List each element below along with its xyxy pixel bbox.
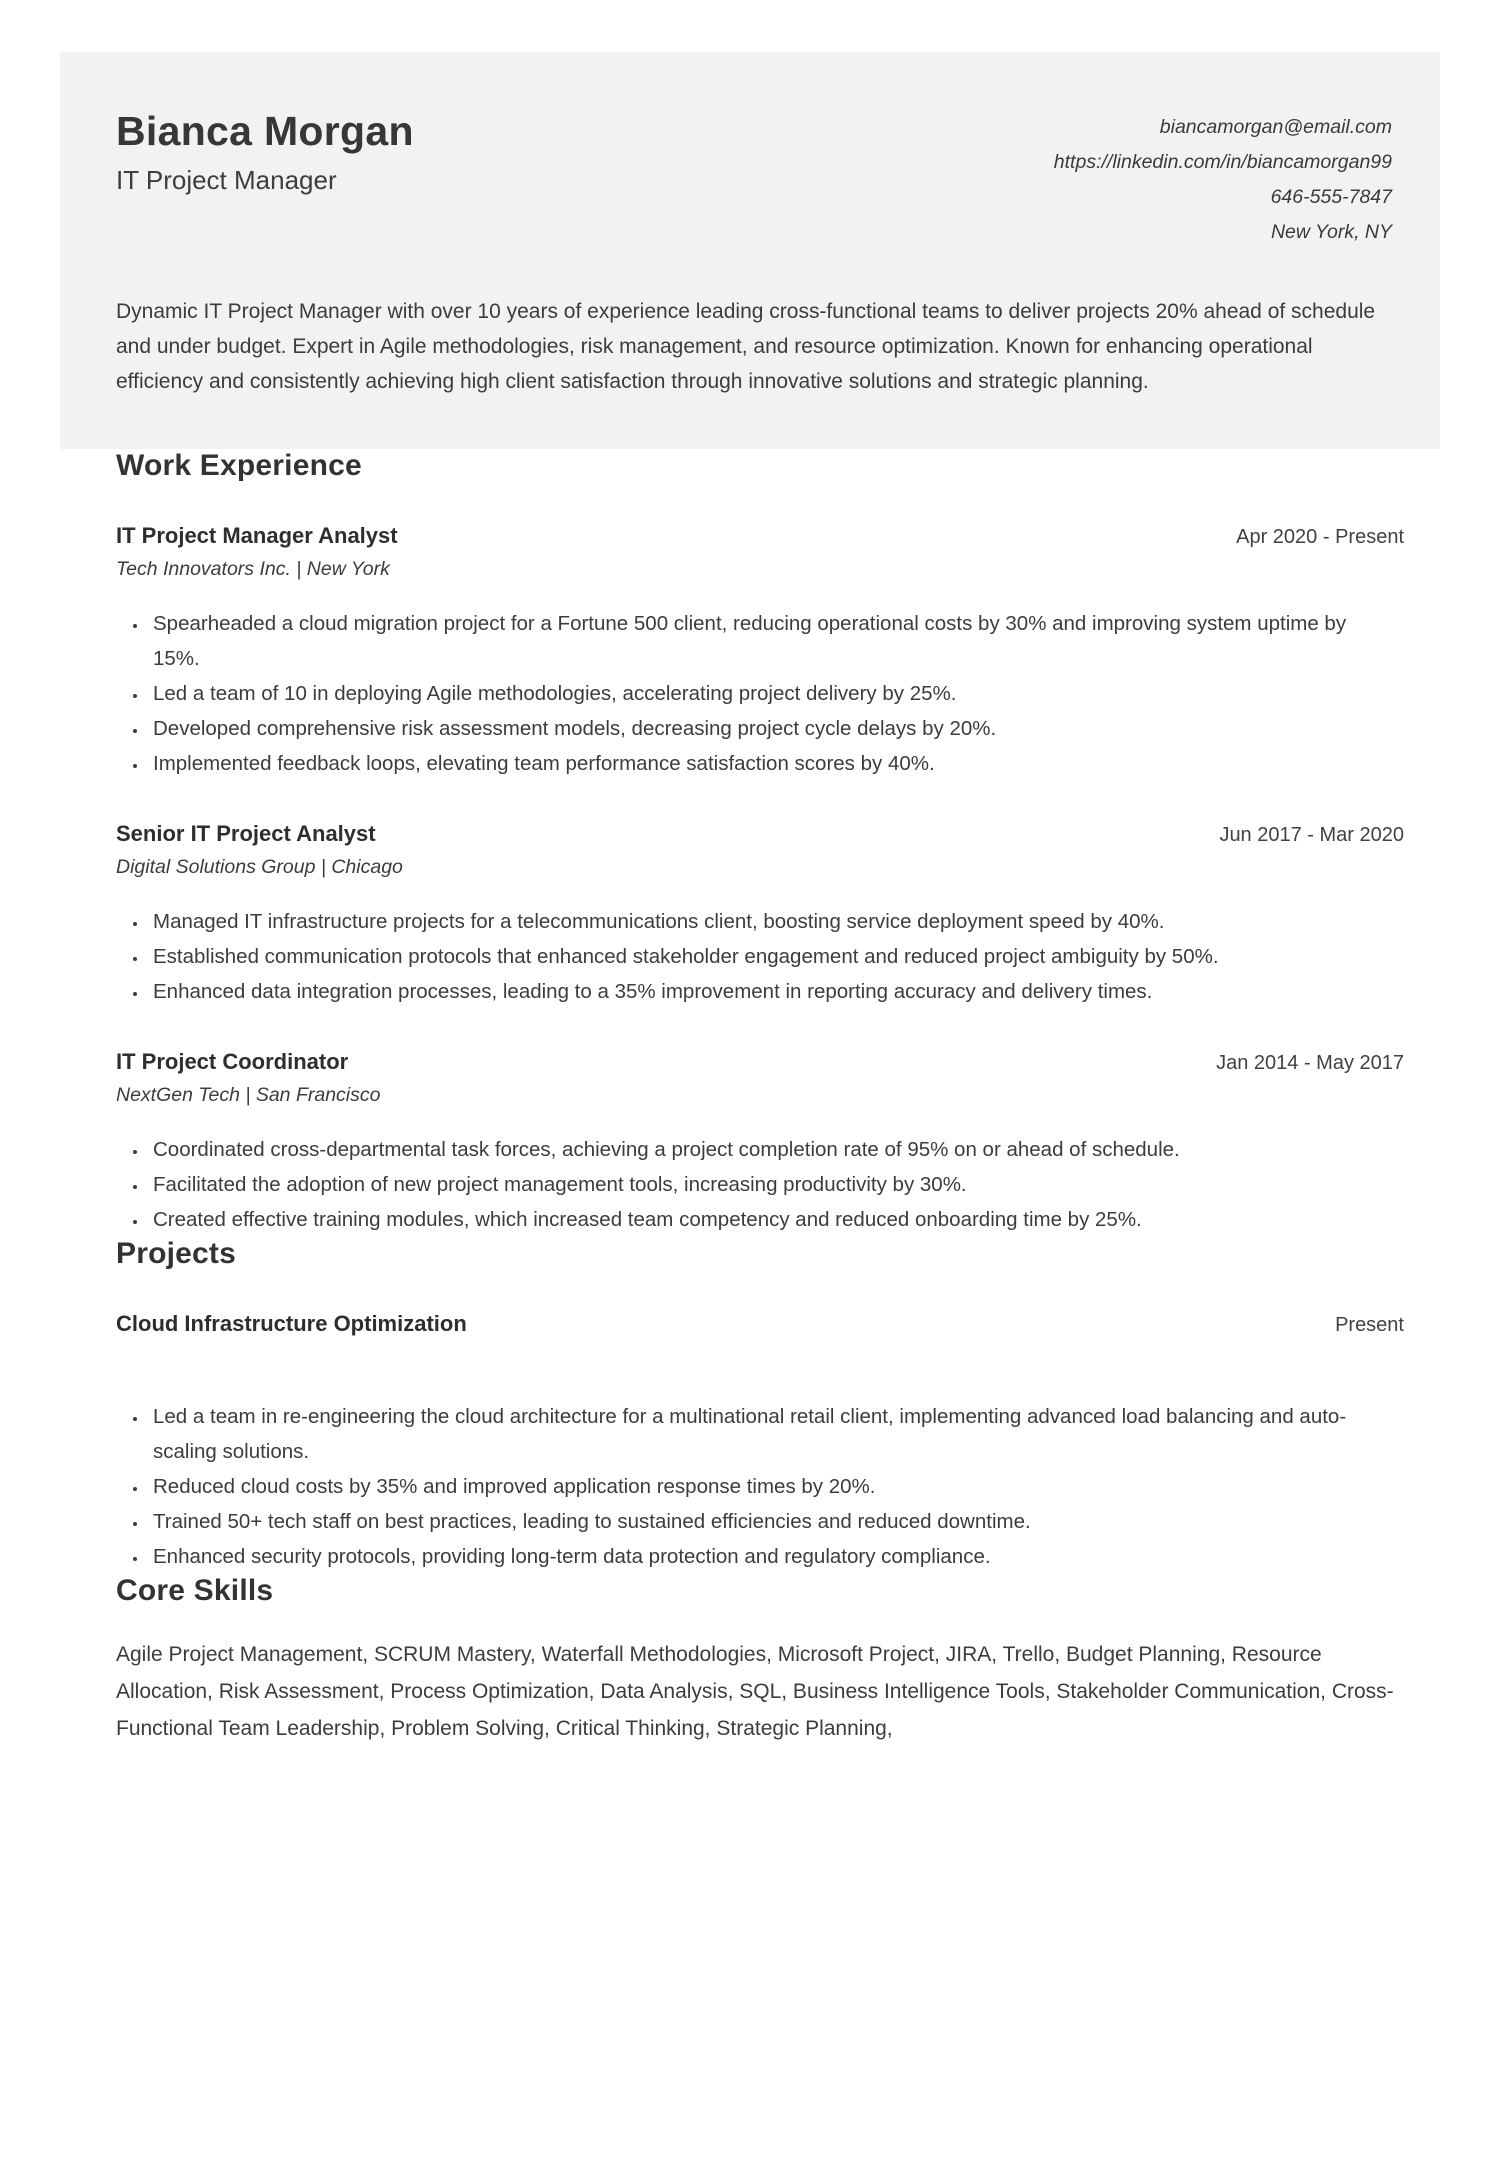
project-header-row (116, 1311, 1404, 1337)
job-header-row (116, 821, 1404, 847)
job-bullet: • Facilitated the adoption of new project management tools, increasing productivity by 30%. (148, 1167, 1388, 1202)
job-title: Senior IT Project Analyst (116, 821, 376, 846)
section-core-skills (116, 1574, 1404, 1747)
projects-heading: Projects (116, 1237, 236, 1270)
job-header-row (116, 1049, 1404, 1075)
job-bullet-list (116, 904, 1404, 1009)
job-bullet: • Spearheaded a cloud migration project for a Fortune 500 client, reducing operational costs by 30% and improving system uptime by 15%. (148, 606, 1388, 676)
job-bullet: • Enhanced data integration processes, leading to a 35% improvement in reporting accuracy and delivery times. (148, 974, 1388, 1009)
core-skills-list: Agile Project Management, SCRUM Mastery, Waterfall Methodologies, Microsoft Project, JIRA, Trello, Budget Planning, Resource Allocation, Risk Assessment, Process Optimization, Data Analysis, SQL, Business Intelligence Tools, Stakeholder Communication, Cross-Functional Team Leadership, Problem Solving, Critical Thinking, Strategic Planning, (116, 1643, 1394, 1740)
job-bullet-list (116, 606, 1404, 781)
candidate-job-title: IT Project Manager (116, 165, 337, 196)
job-bullet: • Implemented feedback loops, elevating team performance satisfaction scores by 40%. (148, 746, 1388, 781)
job-header-row (116, 523, 1404, 549)
project-bullet: • Reduced cloud costs by 35% and improved application response times by 20%. (148, 1469, 1388, 1504)
job-entry (116, 1049, 1404, 1237)
section-projects (116, 1237, 1404, 1574)
contact-location: New York, NY (1270, 221, 1392, 243)
core-skills-heading: Core Skills (116, 1574, 274, 1607)
header-top-row (116, 108, 1392, 250)
work-experience-heading: Work Experience (116, 449, 362, 482)
job-bullet: • Created effective training modules, which increased team competency and reduced onboarding time by 25%. (148, 1202, 1388, 1237)
job-company-location: Digital Solutions Group | Chicago (116, 856, 403, 878)
professional-summary: Dynamic IT Project Manager with over 10 years of experience leading cross-functional teams to deliver projects 20% ahead of schedule and under budget. Expert in Agile methodologies, risk management, and resource optimization. Known for enhancing operational efficiency and consistently achieving high client satisfaction through innovative solutions and strategic planning. (116, 300, 1376, 393)
contact-block (1054, 108, 1392, 250)
job-bullet: • Developed comprehensive risk assessment models, decreasing project cycle delays by 20%. (148, 711, 1388, 746)
project-bullet: • Trained 50+ tech staff on best practices, leading to sustained efficiencies and reduced downtime. (148, 1504, 1388, 1539)
identity-block (116, 108, 414, 196)
job-bullet: • Managed IT infrastructure projects for a telecommunications client, boosting service deployment speed by 40%. (148, 904, 1388, 939)
contact-linkedin-url: https://linkedin.com/in/biancamorgan99 (1053, 151, 1392, 173)
project-entry (116, 1311, 1404, 1574)
job-bullet: • Coordinated cross-departmental task forces, achieving a project completion rate of 95% on or ahead of schedule. (148, 1132, 1388, 1167)
job-company-location: NextGen Tech | San Francisco (116, 1084, 381, 1106)
job-bullet-list (116, 1132, 1404, 1237)
candidate-name: Bianca Morgan (116, 108, 414, 154)
contact-email: biancamorgan@email.com (1159, 116, 1392, 138)
job-entry (116, 821, 1404, 1009)
job-title: IT Project Manager Analyst (116, 523, 398, 548)
job-dates: Jan 2014 - May 2017 (1216, 1052, 1404, 1074)
project-bullet: • Led a team in re-engineering the cloud architecture for a multinational retail client, implementing advanced load balancing and auto-scaling solutions. (148, 1399, 1388, 1469)
job-dates: Jun 2017 - Mar 2020 (1219, 824, 1404, 846)
contact-phone: 646-555-7847 (1270, 186, 1392, 208)
project-title: Cloud Infrastructure Optimization (116, 1311, 467, 1336)
resume-page (0, 52, 1500, 1747)
section-work-experience (116, 449, 1404, 1237)
job-company-location: Tech Innovators Inc. | New York (116, 558, 390, 580)
job-entry (116, 523, 1404, 781)
resume-header (60, 52, 1440, 449)
job-title: IT Project Coordinator (116, 1049, 349, 1074)
job-bullet: • Established communication protocols that enhanced stakeholder engagement and reduced project ambiguity by 50%. (148, 939, 1388, 974)
project-bullet-list (116, 1399, 1404, 1574)
job-bullet: • Led a team of 10 in deploying Agile methodologies, accelerating project delivery by 25%. (148, 676, 1388, 711)
job-dates: Apr 2020 - Present (1236, 526, 1404, 548)
project-dates: Present (1335, 1314, 1404, 1336)
project-bullet: • Enhanced security protocols, providing long-term data protection and regulatory compliance. (148, 1539, 1388, 1574)
